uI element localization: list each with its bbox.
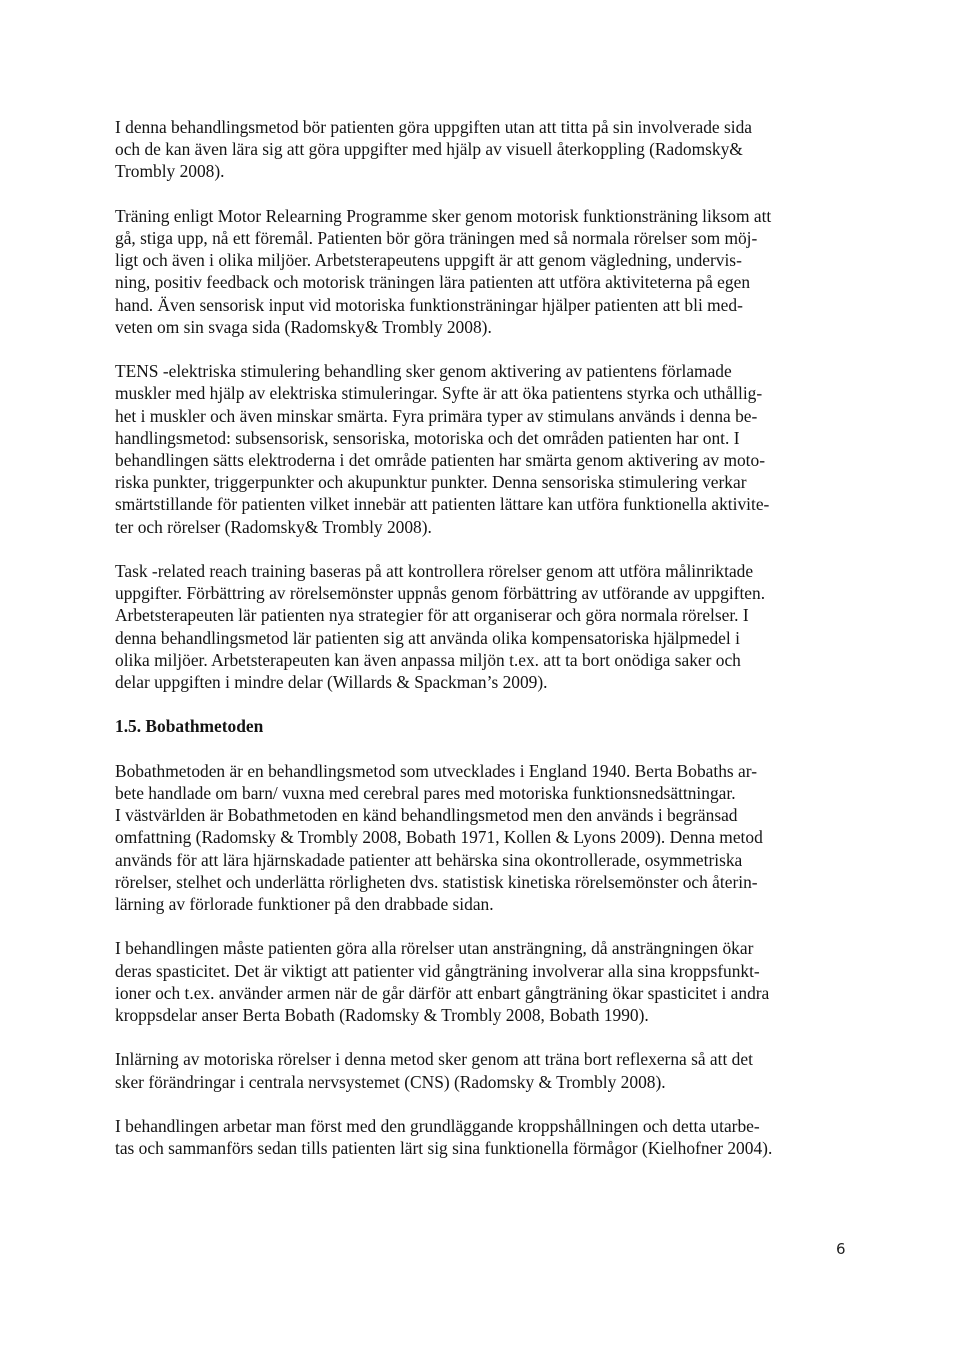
text-line: I västvärlden är Bobathmetoden en känd behandlingsmetod men den används i begränsad [115, 805, 738, 826]
text-line: I behandlingen måste patienten göra alla rörelser utan ansträngning, då ansträngningen ökar [115, 938, 754, 959]
text-line: olika miljöer. Arbetsterapeuten kan även anpassa miljön t.ex. att ta bort onödiga saker och [115, 649, 741, 670]
text-line: I behandlingen arbetar man först med den grundläggande kroppshållningen och detta utarbe- [115, 1116, 760, 1137]
text-line: Träning enligt Motor Relearning Programme sker genom motorisk funktionsträning liksom att [115, 205, 772, 226]
text-line: ligt och även i olika miljöer. Arbetsterapeutens uppgift är att genom vägledning, undervis- [115, 250, 742, 271]
paragraph-motor-relearning [115, 205, 845, 338]
text-line: Inlärning av motoriska rörelser i denna metod sker genom att träna bort reflexerna så att det [115, 1049, 753, 1070]
text-line: Bobathmetoden är en behandlingsmetod som utvecklades i England 1940. Berta Bobaths ar- [115, 760, 757, 781]
text-line: TENS -elektriska stimulering behandling sker genom aktivering av patientens förlamade [115, 361, 732, 382]
text-line: ning, positiv feedback och motorisk träningen lära patienten att utföra aktiviteterna på egen [115, 272, 751, 293]
text-line: muskler med hjälp av elektriska stimuleringar. Syfte är att öka patientens styrka och uthållig- [115, 383, 763, 404]
text-line: sker förändringar i centrala nervsystemet (CNS) (Radomsky & Trombly 2008). [115, 1071, 666, 1092]
paragraph-bobath-learning [115, 1048, 845, 1092]
text-line: gå, stiga upp, nå ett föremål. Patienten bör göra träningen med så normala rörelser som möj- [115, 228, 758, 248]
text-line: deras spasticitet. Det är viktigt att patienter vid gångträning involverar alla sina kroppsfunkt- [115, 960, 760, 981]
text-line: ioner och t.ex. använder armen när de går därför att enbart gångträning ökar spasticitet i andra [115, 982, 770, 1003]
text-line: används för att lära hjärnskadade patienter att behärska sina okontrollerade, osymmetriska [115, 849, 743, 870]
paragraph-bobath-effort [115, 937, 845, 1026]
text-line: omfattning (Radomsky & Trombly 2008, Bobath 1971, Kollen & Lyons 2009). Denna metod [115, 827, 763, 848]
paragraph-task-related [115, 560, 845, 693]
section-heading: 1.5. Bobathmetoden [115, 716, 264, 737]
paragraph-bobath-intro [115, 760, 845, 915]
text-line: rörelser, stelhet och underlätta rörligheten dvs. statistisk kinetiska rörelsemönster och återin- [115, 871, 758, 892]
text-line: delar uppgiften i mindre delar (Willards & Spackman’s 2009). [115, 672, 548, 693]
text-line: Task -related reach training baseras på att kontrollera rörelser genom att utföra målinriktade [115, 561, 754, 582]
document-page [115, 116, 845, 1159]
text-line: veten om sin svaga sida (Radomsky& Trombly 2008). [115, 316, 492, 337]
page-number: 6 [836, 1240, 846, 1258]
text-line: smärtstillande för patienten vilket innebär att patienten lättare kan utföra funktionella aktivite- [115, 494, 770, 515]
paragraph-bobath-posture [115, 1115, 845, 1159]
paragraph-tens [115, 360, 845, 538]
text-line: tas och sammanförs sedan tills patienten lärt sig sina funktionella förmågor (Kielhofner 2004). [115, 1138, 773, 1159]
text-line: bete handlade om barn/ vuxna med cerebral pares med motoriska funktionsnedsättningar. [115, 783, 736, 804]
text-line: behandlingen sätts elektroderna i det område patienten har smärta genom aktivering av moto- [115, 450, 765, 471]
text-line: handlingsmetod: subsensorisk, sensoriska, motoriska och det områden patienten har ont. I [115, 427, 740, 448]
text-line: Arbetsterapeuten lär patienten nya strategier för att organiserar och göra normala rörelser. I [115, 605, 749, 626]
paragraph-visual-feedback [115, 116, 845, 183]
text-line: och de kan även lära sig att göra uppgifter med hjälp av visuell återkoppling (Radomsky& [115, 139, 743, 160]
text-line: hand. Även sensorisk input vid motoriska funktionsträningar hjälper patienten att bli med- [115, 294, 743, 315]
text-line: uppgifter. Förbättring av rörelsemönster uppnås genom förbättring av utförande av uppgiften. [115, 583, 766, 604]
text-line: ter och rörelser (Radomsky& Trombly 2008). [115, 516, 432, 537]
text-line: I denna behandlingsmetod bör patienten göra uppgiften utan att titta på sin involverade sida [115, 117, 752, 137]
text-line: denna behandlingsmetod lär patienten sig att använda olika kompensatoriska hjälpmedel i [115, 627, 740, 648]
text-line: riska punkter, triggerpunkter och akupunktur punkter. Denna sensoriska stimulering verkar [115, 472, 747, 493]
text-line: lärning av förlorade funktioner på den drabbade sidan. [115, 894, 494, 915]
text-line: kroppsdelar anser Berta Bobath (Radomsky & Trombly 2008, Bobath 1990). [115, 1005, 649, 1026]
text-line: Trombly 2008). [115, 161, 225, 182]
text-line: het i muskler och även minskar smärta. Fyra primära typer av stimulans används i denna be- [115, 405, 758, 426]
